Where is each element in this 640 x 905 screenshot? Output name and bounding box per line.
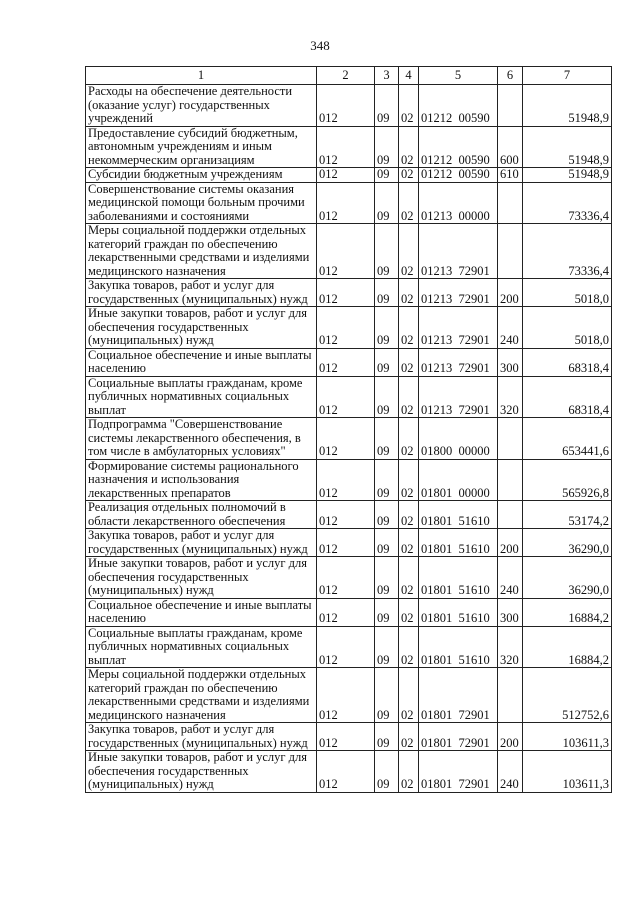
table-row (86, 529, 612, 557)
expense-type-cell: 300 (498, 348, 523, 376)
expense-type-cell (498, 418, 523, 460)
table-row (86, 126, 612, 168)
subsection-code-cell: 02 (399, 723, 419, 751)
subsection-code-cell: 02 (399, 626, 419, 668)
amount-cell: 16884,2 (523, 626, 612, 668)
ministry-code-cell: 012 (317, 626, 375, 668)
subsection-code-cell: 02 (399, 751, 419, 793)
table-row (86, 668, 612, 723)
section-code-cell: 09 (375, 557, 399, 599)
amount-cell: 103611,3 (523, 723, 612, 751)
section-code-cell: 09 (375, 668, 399, 723)
target-article-cell: 01213 00000 (419, 182, 498, 224)
table-header-row (86, 67, 612, 85)
ministry-code-cell: 012 (317, 348, 375, 376)
section-code-cell: 09 (375, 182, 399, 224)
section-code-cell: 09 (375, 376, 399, 418)
section-code-cell: 09 (375, 501, 399, 529)
row-name-cell: Закупка товаров, работ и услуг для государственных (муниципальных) нужд (86, 529, 317, 557)
row-name-cell: Субсидии бюджетным учреждениям (86, 168, 317, 183)
target-article-cell: 01801 72901 (419, 723, 498, 751)
table-row (86, 418, 612, 460)
row-name-cell: Социальное обеспечение и иные выплаты населению (86, 348, 317, 376)
amount-cell: 512752,6 (523, 668, 612, 723)
target-article-cell: 01801 51610 (419, 626, 498, 668)
row-name-cell: Формирование системы рационального назначения и использования лекарственных препаратов (86, 459, 317, 501)
ministry-code-cell: 012 (317, 168, 375, 183)
row-name-cell: Социальное обеспечение и иные выплаты населению (86, 598, 317, 626)
column-header: 3 (375, 67, 399, 85)
amount-cell: 103611,3 (523, 751, 612, 793)
expense-type-cell: 240 (498, 751, 523, 793)
table-row (86, 182, 612, 224)
target-article-cell: 01801 00000 (419, 459, 498, 501)
section-code-cell: 09 (375, 598, 399, 626)
subsection-code-cell: 02 (399, 279, 419, 307)
row-name-cell: Иные закупки товаров, работ и услуг для обеспечения государственных (муниципальных) нужд (86, 557, 317, 599)
ministry-code-cell: 012 (317, 376, 375, 418)
amount-cell: 51948,9 (523, 85, 612, 127)
subsection-code-cell: 02 (399, 182, 419, 224)
section-code-cell: 09 (375, 459, 399, 501)
expense-type-cell (498, 182, 523, 224)
subsection-code-cell: 02 (399, 668, 419, 723)
ministry-code-cell: 012 (317, 418, 375, 460)
section-code-cell: 09 (375, 224, 399, 279)
subsection-code-cell: 02 (399, 126, 419, 168)
row-name-cell: Реализация отдельных полномочий в области лекарственного обеспечения (86, 501, 317, 529)
table-row (86, 85, 612, 127)
amount-cell: 16884,2 (523, 598, 612, 626)
section-code-cell: 09 (375, 348, 399, 376)
row-name-cell: Меры социальной поддержки отдельных категорий граждан по обеспечению лекарственными средствами и изделиями медицинского назначения (86, 668, 317, 723)
target-article-cell: 01800 00000 (419, 418, 498, 460)
target-article-cell: 01212 00590 (419, 85, 498, 127)
target-article-cell: 01801 51610 (419, 529, 498, 557)
ministry-code-cell: 012 (317, 279, 375, 307)
row-name-cell: Иные закупки товаров, работ и услуг для обеспечения государственных (муниципальных) нужд (86, 307, 317, 349)
ministry-code-cell: 012 (317, 668, 375, 723)
amount-cell: 68318,4 (523, 376, 612, 418)
subsection-code-cell: 02 (399, 557, 419, 599)
subsection-code-cell: 02 (399, 85, 419, 127)
expense-type-cell: 240 (498, 557, 523, 599)
ministry-code-cell: 012 (317, 529, 375, 557)
row-name-cell: Социальные выплаты гражданам, кроме публичных нормативных социальных выплат (86, 626, 317, 668)
target-article-cell: 01213 72901 (419, 279, 498, 307)
ministry-code-cell: 012 (317, 723, 375, 751)
section-code-cell: 09 (375, 307, 399, 349)
ministry-code-cell: 012 (317, 182, 375, 224)
table-row (86, 224, 612, 279)
amount-cell: 653441,6 (523, 418, 612, 460)
section-code-cell: 09 (375, 168, 399, 183)
row-name-cell: Иные закупки товаров, работ и услуг для обеспечения государственных (муниципальных) нужд (86, 751, 317, 793)
section-code-cell: 09 (375, 85, 399, 127)
table-row (86, 348, 612, 376)
expense-type-cell: 200 (498, 529, 523, 557)
target-article-cell: 01801 51610 (419, 557, 498, 599)
amount-cell: 565926,8 (523, 459, 612, 501)
ministry-code-cell: 012 (317, 501, 375, 529)
row-name-cell: Закупка товаров, работ и услуг для государственных (муниципальных) нужд (86, 279, 317, 307)
table-row (86, 307, 612, 349)
expense-type-cell: 300 (498, 598, 523, 626)
section-code-cell: 09 (375, 279, 399, 307)
section-code-cell: 09 (375, 418, 399, 460)
amount-cell: 36290,0 (523, 529, 612, 557)
expense-type-cell: 240 (498, 307, 523, 349)
ministry-code-cell: 012 (317, 598, 375, 626)
amount-cell: 36290,0 (523, 557, 612, 599)
target-article-cell: 01213 72901 (419, 307, 498, 349)
target-article-cell: 01212 00590 (419, 168, 498, 183)
subsection-code-cell: 02 (399, 307, 419, 349)
amount-cell: 73336,4 (523, 224, 612, 279)
amount-cell: 51948,9 (523, 126, 612, 168)
table-row (86, 751, 612, 793)
table-row (86, 459, 612, 501)
subsection-code-cell: 02 (399, 376, 419, 418)
ministry-code-cell: 012 (317, 85, 375, 127)
section-code-cell: 09 (375, 126, 399, 168)
section-code-cell: 09 (375, 626, 399, 668)
ministry-code-cell: 012 (317, 126, 375, 168)
column-header: 4 (399, 67, 419, 85)
amount-cell: 51948,9 (523, 168, 612, 183)
row-name-cell: Расходы на обеспечение деятельности (оказание услуг) государственных учреждений (86, 85, 317, 127)
subsection-code-cell: 02 (399, 168, 419, 183)
column-header: 2 (317, 67, 375, 85)
table-body (86, 85, 612, 793)
section-code-cell: 09 (375, 723, 399, 751)
target-article-cell: 01801 72901 (419, 668, 498, 723)
table-row (86, 376, 612, 418)
expense-type-cell: 610 (498, 168, 523, 183)
table-row (86, 598, 612, 626)
subsection-code-cell: 02 (399, 598, 419, 626)
table-row (86, 626, 612, 668)
page-number: 348 (310, 38, 330, 53)
subsection-code-cell: 02 (399, 501, 419, 529)
amount-cell: 73336,4 (523, 182, 612, 224)
row-name-cell: Подпрограмма "Совершенствование системы лекарственного обеспечения, в том числе в амбулаторных условиях" (86, 418, 317, 460)
ministry-code-cell: 012 (317, 751, 375, 793)
row-name-cell: Предоставление субсидий бюджетным, автономным учреждениям и иным некоммерческим организациям (86, 126, 317, 168)
target-article-cell: 01801 51610 (419, 598, 498, 626)
expense-type-cell: 200 (498, 723, 523, 751)
table-row (86, 168, 612, 183)
expense-type-cell (498, 459, 523, 501)
row-name-cell: Социальные выплаты гражданам, кроме публичных нормативных социальных выплат (86, 376, 317, 418)
ministry-code-cell: 012 (317, 307, 375, 349)
amount-cell: 53174,2 (523, 501, 612, 529)
expense-type-cell: 600 (498, 126, 523, 168)
section-code-cell: 09 (375, 751, 399, 793)
table-row (86, 501, 612, 529)
expense-type-cell: 200 (498, 279, 523, 307)
table-row (86, 279, 612, 307)
section-code-cell: 09 (375, 529, 399, 557)
table-row (86, 557, 612, 599)
table-row (86, 723, 612, 751)
target-article-cell: 01801 72901 (419, 751, 498, 793)
expense-type-cell: 320 (498, 626, 523, 668)
expense-type-cell (498, 501, 523, 529)
target-article-cell: 01213 72901 (419, 224, 498, 279)
column-header: 5 (419, 67, 498, 85)
amount-cell: 68318,4 (523, 348, 612, 376)
expense-type-cell (498, 668, 523, 723)
ministry-code-cell: 012 (317, 224, 375, 279)
subsection-code-cell: 02 (399, 529, 419, 557)
target-article-cell: 01213 72901 (419, 348, 498, 376)
row-name-cell: Совершенствование системы оказания медицинской помощи больным прочими заболеваниями и состояниями (86, 182, 317, 224)
column-header: 6 (498, 67, 523, 85)
amount-cell: 5018,0 (523, 307, 612, 349)
expense-type-cell: 320 (498, 376, 523, 418)
row-name-cell: Меры социальной поддержки отдельных категорий граждан по обеспечению лекарственными средствами и изделиями медицинского назначения (86, 224, 317, 279)
target-article-cell: 01801 51610 (419, 501, 498, 529)
row-name-cell: Закупка товаров, работ и услуг для государственных (муниципальных) нужд (86, 723, 317, 751)
ministry-code-cell: 012 (317, 459, 375, 501)
subsection-code-cell: 02 (399, 459, 419, 501)
subsection-code-cell: 02 (399, 224, 419, 279)
expense-type-cell (498, 224, 523, 279)
ministry-code-cell: 012 (317, 557, 375, 599)
column-header: 7 (523, 67, 612, 85)
target-article-cell: 01213 72901 (419, 376, 498, 418)
target-article-cell: 01212 00590 (419, 126, 498, 168)
budget-table (85, 66, 612, 793)
amount-cell: 5018,0 (523, 279, 612, 307)
column-header: 1 (86, 67, 317, 85)
subsection-code-cell: 02 (399, 418, 419, 460)
subsection-code-cell: 02 (399, 348, 419, 376)
expense-type-cell (498, 85, 523, 127)
